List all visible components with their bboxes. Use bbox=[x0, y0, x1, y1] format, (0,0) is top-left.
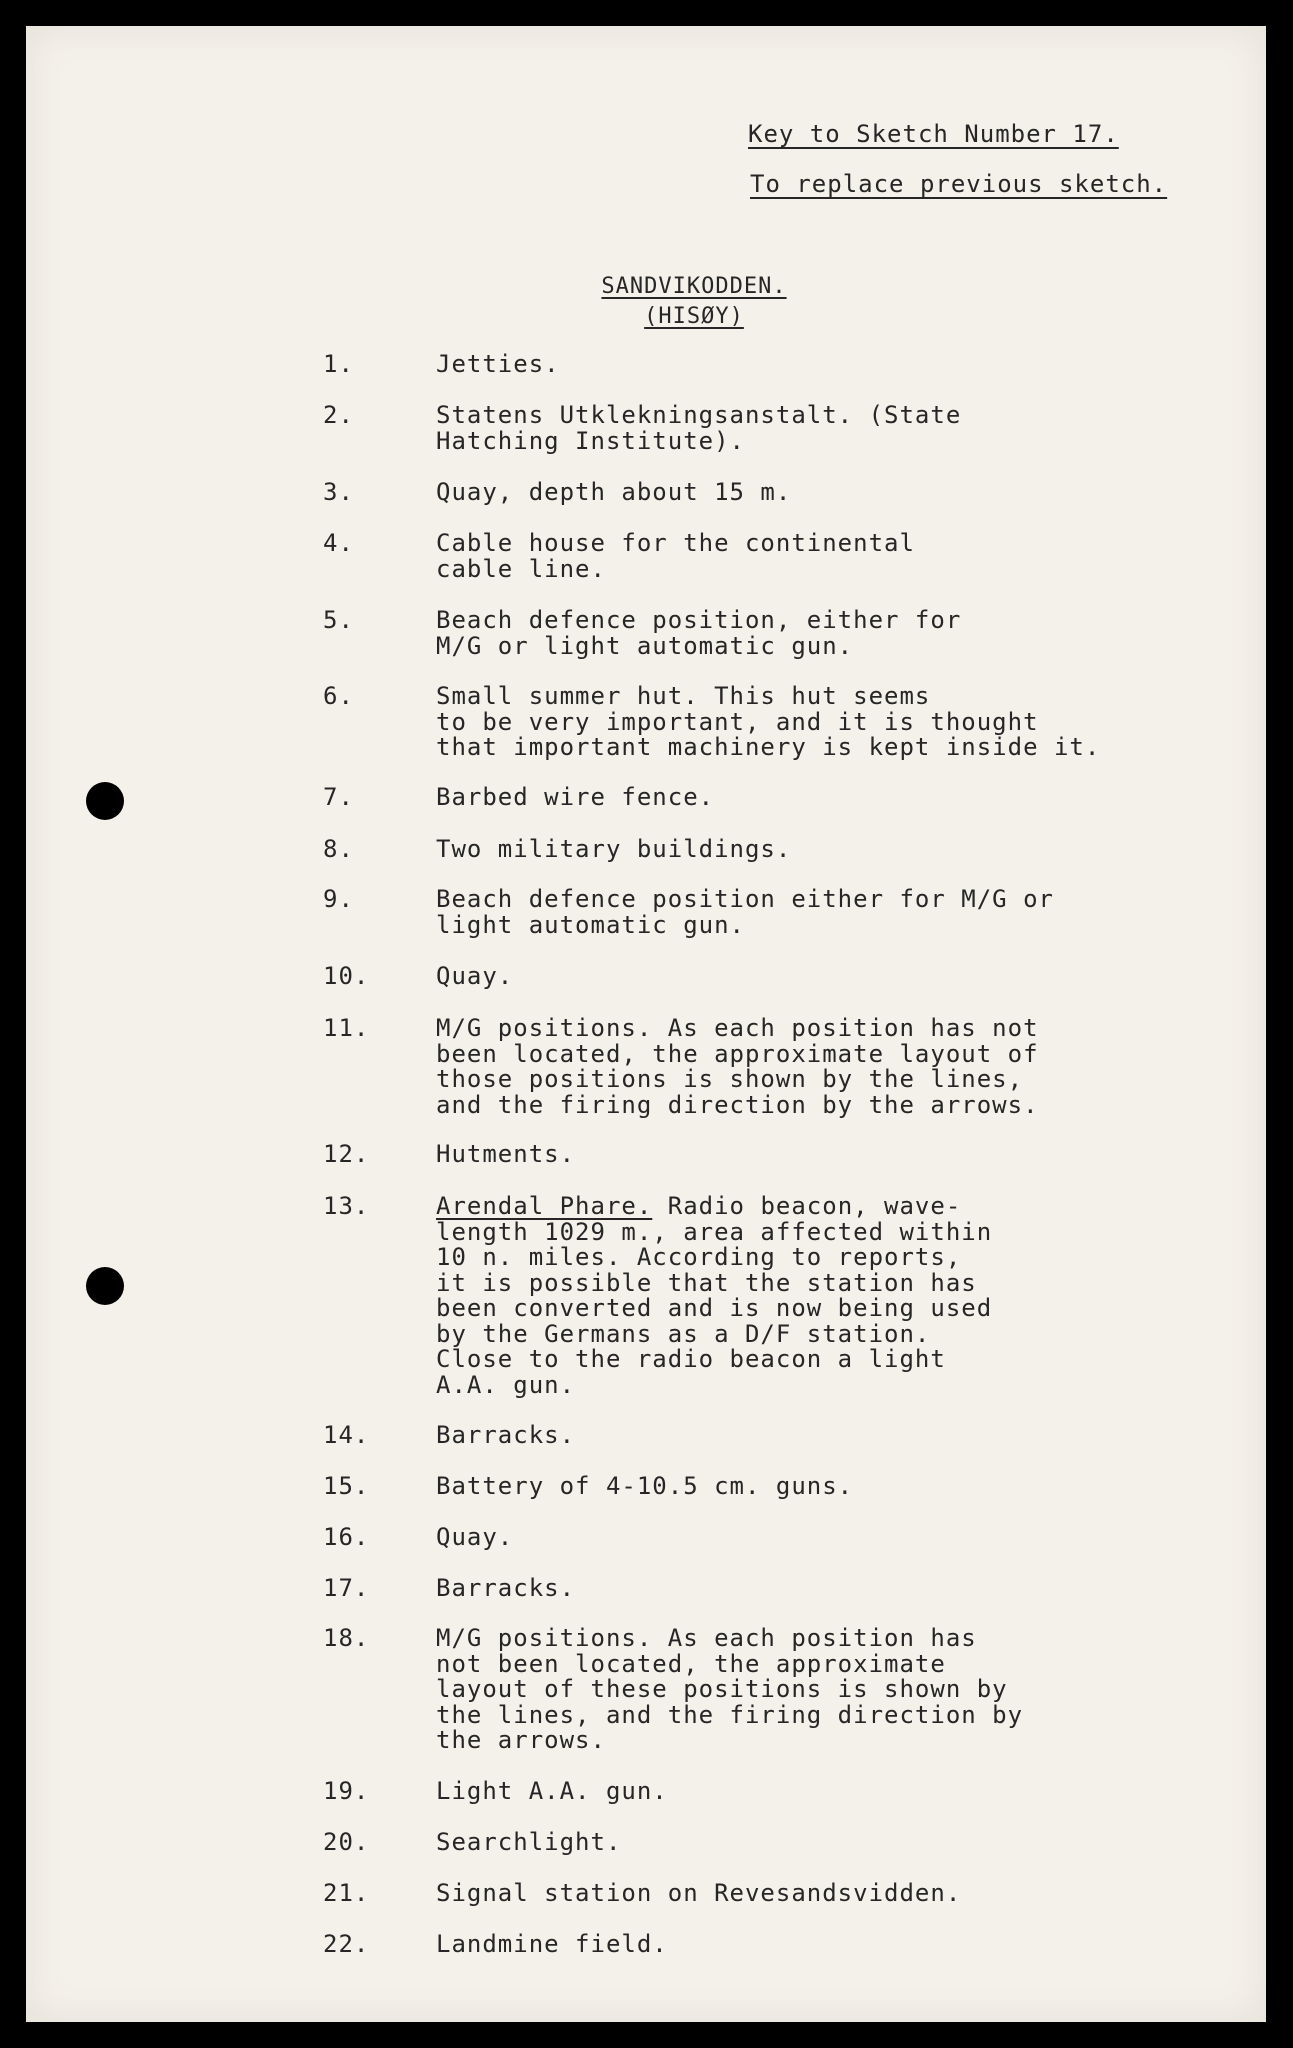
document-page bbox=[26, 26, 1266, 2022]
item-text: Beach defence position either for M/G or light automatic gun. bbox=[436, 885, 1054, 939]
item-number: 17. bbox=[323, 1574, 370, 1602]
item-number: 4. bbox=[323, 529, 354, 557]
item-text: Quay. bbox=[436, 1523, 514, 1551]
item-number: 21. bbox=[323, 1879, 370, 1907]
item-text: Quay. bbox=[436, 962, 514, 990]
item-number: 22. bbox=[323, 1930, 370, 1958]
item-number: 9. bbox=[323, 885, 354, 913]
item-text: M/G positions. As each position has not been located, the approximate layout of these positions is shown by the lines, and the firing direction by the arrows. bbox=[436, 1624, 1024, 1754]
item-text: Statens Utklekningsanstalt. (State Hatching Institute). bbox=[436, 401, 962, 455]
item-text: Light A.A. gun. bbox=[436, 1777, 668, 1805]
location-title bbox=[569, 272, 819, 332]
item-body: Radio beacon, wave- length 1029 m., area affected within 10 n. miles. According to reports, it is possible that the station has been converted and is now being used by the Germans as a D/F station. Close to the radio beacon a light A.A. gun. bbox=[436, 1192, 993, 1399]
item-text: Hutments. bbox=[436, 1140, 576, 1168]
item-text: Beach defence position, either for M/G or light automatic gun. bbox=[436, 606, 962, 660]
place-name: SANDVIKODDEN. bbox=[601, 274, 787, 299]
item-emphasis: Arendal Phare. bbox=[436, 1192, 653, 1220]
item-text: Barracks. bbox=[436, 1574, 576, 1602]
item-text: Quay, depth about 15 m. bbox=[436, 478, 792, 506]
punch-hole bbox=[86, 782, 124, 820]
item-number: 19. bbox=[323, 1777, 370, 1805]
item-text: Landmine field. bbox=[436, 1930, 668, 1958]
item-text: Battery of 4-10.5 cm. guns. bbox=[436, 1472, 854, 1500]
item-number: 6. bbox=[323, 682, 354, 710]
item-text: Searchlight. bbox=[436, 1828, 622, 1856]
item-text bbox=[436, 1194, 1156, 1398]
item-number: 11. bbox=[323, 1014, 370, 1042]
area-name: (HISØY) bbox=[644, 304, 744, 329]
item-text: Barbed wire fence. bbox=[436, 783, 715, 811]
item-number: 15. bbox=[323, 1472, 370, 1500]
item-text: Signal station on Revesandsvidden. bbox=[436, 1879, 962, 1907]
item-number: 7. bbox=[323, 783, 354, 811]
item-number: 5. bbox=[323, 606, 354, 634]
item-number: 10. bbox=[323, 962, 370, 990]
item-number: 2. bbox=[323, 401, 354, 429]
item-number: 14. bbox=[323, 1421, 370, 1449]
punch-hole bbox=[86, 1267, 124, 1305]
replace-note: To replace previous sketch. bbox=[750, 170, 1168, 198]
item-text: Cable house for the continental cable line. bbox=[436, 529, 915, 583]
item-number: 1. bbox=[323, 350, 354, 378]
item-number: 18. bbox=[323, 1624, 370, 1652]
item-text: M/G positions. As each position has not been located, the approximate layout of those positions is shown by the lines, and the firing direction by the arrows. bbox=[436, 1014, 1039, 1119]
item-text: Barracks. bbox=[436, 1421, 576, 1449]
item-number: 16. bbox=[323, 1523, 370, 1551]
item-number: 13. bbox=[323, 1192, 370, 1220]
item-number: 3. bbox=[323, 478, 354, 506]
item-number: 12. bbox=[323, 1140, 370, 1168]
sketch-key-heading: Key to Sketch Number 17. bbox=[748, 120, 1119, 148]
item-number: 8. bbox=[323, 835, 354, 863]
item-text: Two military buildings. bbox=[436, 835, 792, 863]
item-number: 20. bbox=[323, 1828, 370, 1856]
item-text: Small summer hut. This hut seems to be very important, and it is thought that important machinery is kept inside it. bbox=[436, 682, 1101, 761]
item-text: Jetties. bbox=[436, 350, 560, 378]
